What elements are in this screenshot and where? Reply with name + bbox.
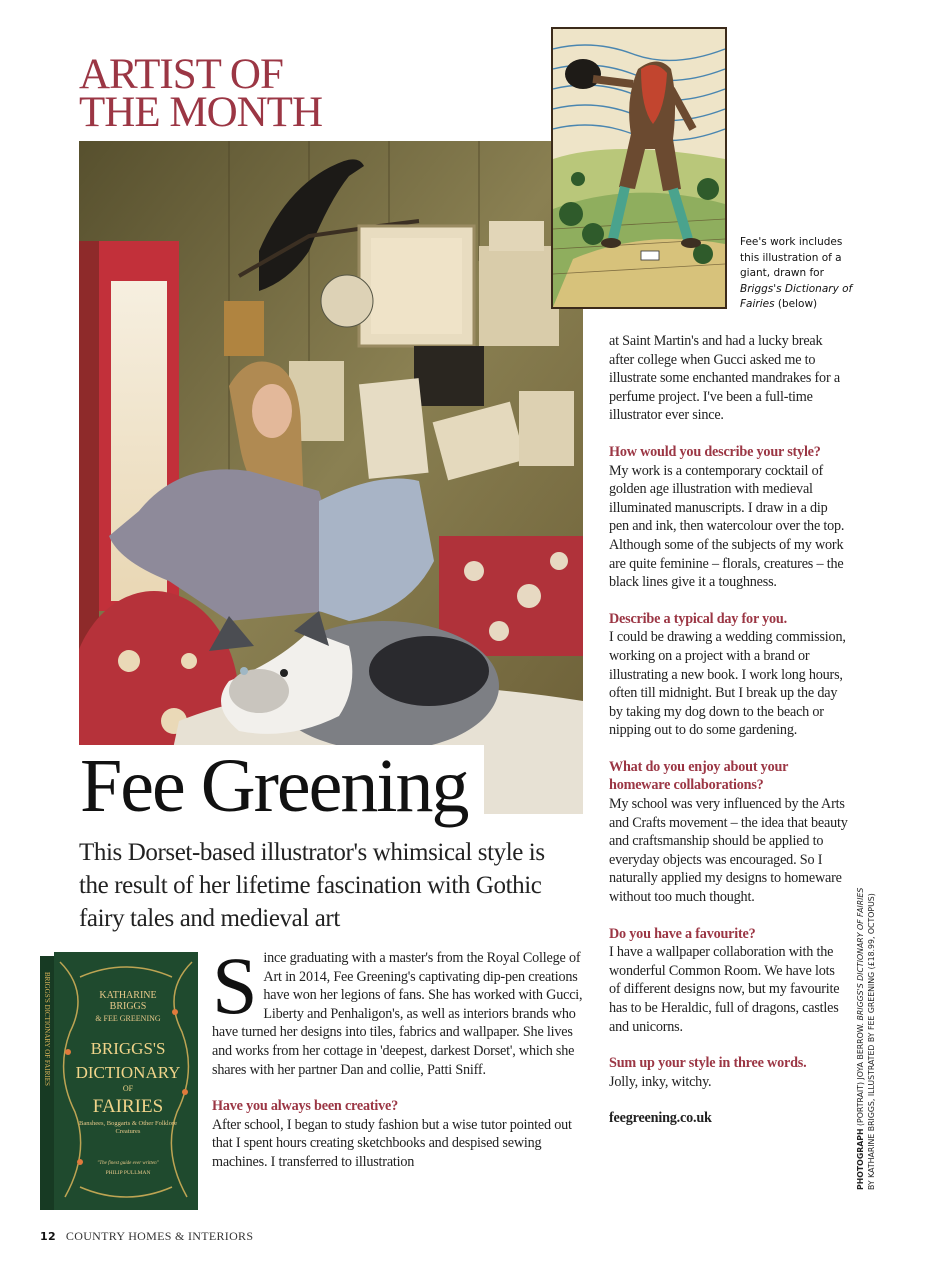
credit-label: PHOTOGRAPH [856, 1128, 865, 1190]
caption-book-title: Briggs's Dictionary of Fairies [740, 282, 853, 310]
answer-paragraph: Jolly, inky, witchy. [609, 1073, 712, 1090]
answer-continued: at Saint Martin's and had a lucky break after college when Gucci asked me to illustrate some enchanted mandrakes for a perfume project. I've been a full-time illustrator ever since. [609, 333, 840, 424]
qa-block-5 [609, 925, 849, 1037]
book-author-2: BRIGGS [109, 1001, 147, 1012]
question-heading: Describe a typical day for you. [609, 610, 787, 627]
illustration-caption [740, 235, 855, 313]
book-subtitle: Banshees, Boggarts & Other Folklore Creatures [78, 1120, 178, 1135]
book-quote-by: PHILIP PULLMAN [105, 1170, 151, 1176]
caption-text: Fee's work includes this illustration of a giant, drawn for [740, 236, 843, 279]
qa-block-2 [609, 443, 849, 592]
website-link[interactable]: feegreening.co.uk [609, 1110, 712, 1127]
book-spine-title: BRIGGS'S DICTIONARY OF FAIRIES [43, 972, 51, 1086]
question-heading: Have you always been creative? [212, 1098, 399, 1115]
book-author-1: KATHARINE [99, 990, 157, 1001]
kicker-line-1: ARTIST OF [79, 51, 283, 98]
page-folio [40, 1229, 253, 1244]
credit-book-title: BRIGGS'S DICTIONARY OF FAIRIES [856, 887, 865, 1021]
kicker-line-2: THE MONTH [79, 89, 322, 136]
book-title-3: OF [122, 1084, 134, 1093]
caption-suffix: (below) [774, 298, 818, 310]
headline: Fee Greening [80, 744, 468, 828]
question-heading: Do you have a favourite? [609, 925, 756, 942]
book-quote: "The finest guide ever written" [97, 1161, 159, 1166]
magazine-name: COUNTRY HOMES & INTERIORS [65, 1229, 254, 1243]
portrait-photo [79, 141, 583, 814]
answer-paragraph: My work is a contemporary cocktail of golden age illustration with medieval illuminated manuscripts. I draw in a dip pen and ink, then watercolour over the top. Although some of the subjects of my work are quite feminine – florals, creatures – the black lines give it a toughness. [609, 462, 845, 591]
section-kicker [79, 51, 409, 136]
standfirst: This Dorset-based illustrator's whimsical style is the result of her lifetime fascination with Gothic fairy tales and medieval art [79, 839, 545, 932]
article-column-2 [609, 332, 849, 1146]
qa-block-4 [609, 758, 849, 907]
article-column-1 [212, 940, 584, 1172]
qa-block-6 [609, 1054, 849, 1091]
book-cover [40, 952, 198, 1210]
photo-credit [856, 830, 882, 1190]
page-number: 12 [40, 1230, 56, 1243]
book-author-3: & FEE GREENING [95, 1014, 161, 1023]
answer-paragraph: After school, I began to study fashion but a wise tutor pointed out that I spent hours creating sketchbooks and despised sewing machines. I transferred to illustration [212, 1116, 572, 1170]
answer-paragraph: I could be drawing a wedding commission, working on a project with a brand or illustrating a new book. I work long hours, often till midnight. But I break up the day by taking my dog down to the beach or nipping out to do some gardening. [609, 629, 846, 739]
drop-cap: S [212, 940, 258, 1031]
headline-box [74, 744, 484, 828]
intro-paragraph: ince graduating with a master's from the Royal College of Art in 2014, Fee Greening's captivating dip-pen creations have won her legions of fans. She has worked with Gucci, Liberty and Penhaligon's, as well as interiors brands who have turned her designs into tiles, fabrics and wallpaper. She lives and works from her cottage in 'deepest, darkest Dorset', which she shares with her partner Dan and collie, Patti Sniff. [212, 950, 583, 1078]
book-title-2: DICTIONARY [75, 1063, 181, 1082]
question-heading: What do you enjoy about your homeware collaborations? [609, 758, 789, 794]
qa-block-3 [609, 610, 849, 740]
book-title-4: FAIRIES [92, 1096, 164, 1117]
question-heading: Sum up your style in three words. [609, 1055, 807, 1072]
credit-photographer: (PORTRAIT) JOYA BERROW. [856, 1020, 865, 1129]
answer-paragraph: My school was very influenced by the Arts and Crafts movement – the idea that beauty and craftsmanship should be applied to everyday objects was encouraged. So I naturally applied my designs to homeware without too much thought. [609, 796, 848, 906]
answer-paragraph: I have a wallpaper collaboration with the wonderful Common Room. We have lots of different designs now, but my favourite has to be Heraldic, full of dragons, castles and unicorns. [609, 944, 840, 1035]
giant-illustration [551, 27, 727, 309]
question-heading: How would you describe your style? [609, 443, 821, 460]
credit-book-details: BY KATHARINE BRIGGS, ILLUSTRATED BY FEE GREENING (£18.99, OCTOPUS) [866, 893, 876, 1190]
book-title-1: BRIGGS'S [90, 1039, 166, 1058]
